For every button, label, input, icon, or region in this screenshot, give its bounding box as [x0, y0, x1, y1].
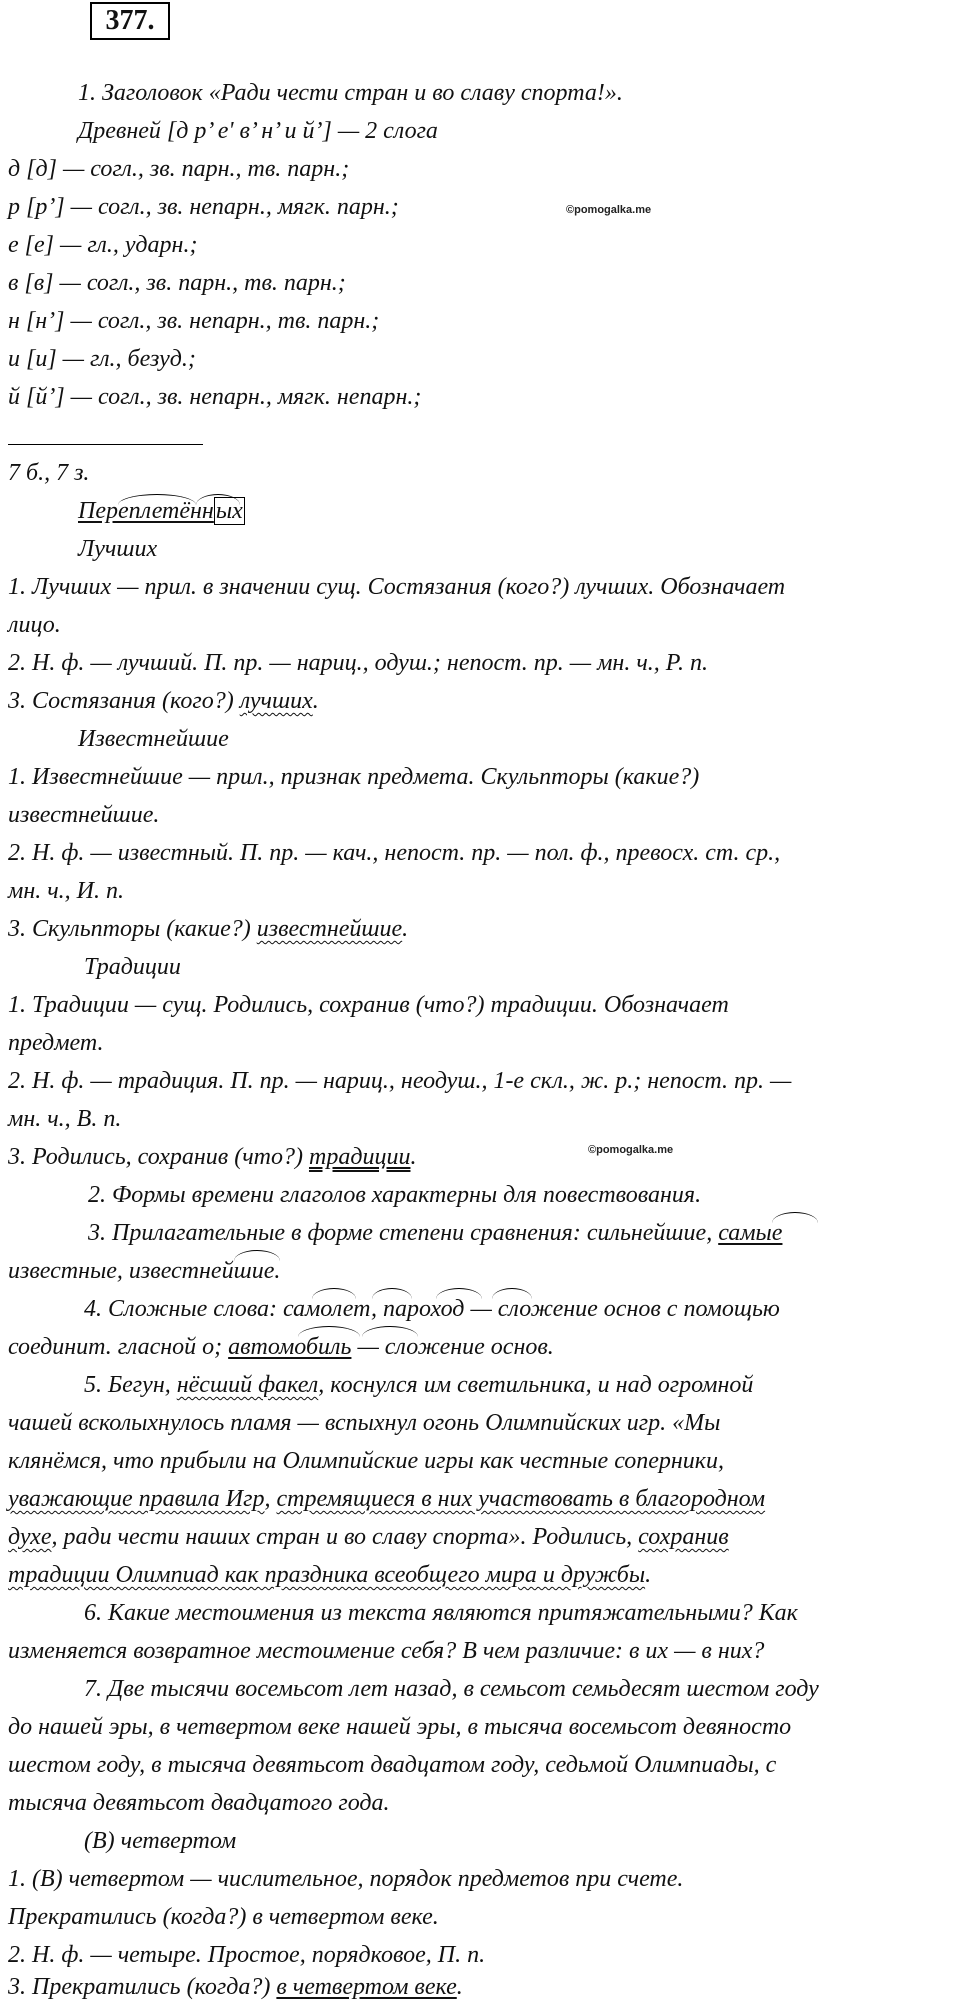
underlined-word: самые — [718, 1220, 783, 1246]
underlined-word: традиции — [308, 1144, 411, 1170]
text-line: д [д] — согл., зв. парн., тв. парн.; — [8, 156, 350, 182]
text-line — [8, 1142, 952, 1172]
text-span: . — [410, 1144, 417, 1170]
suffix-arc — [234, 1250, 280, 1261]
watermark: ©pomogalka.me — [588, 1144, 674, 1156]
underlined-phrase: в четвертом веке — [276, 1974, 457, 2000]
divider — [8, 444, 203, 445]
text-line: (В) четвертом — [84, 1828, 237, 1854]
root-arc — [312, 1288, 356, 1299]
text-span: 3. Родились, сохранив (что?) — [8, 1144, 309, 1170]
text-line: и [и] — гл., безуд.; — [8, 346, 196, 372]
text-line: 1. Лучших — прил. в значении сущ. Состязания (кого?) лучших. Обозначает — [8, 574, 786, 600]
text-line: тысяча девятьсот двадцатого года. — [8, 1790, 390, 1816]
text-line: Лучших — [78, 536, 158, 562]
text-line: 2. Формы времени глаголов характерны для повествования. — [88, 1182, 702, 1208]
text-line: клянёмся, что прибыли на Олимпийские игры как честные соперники, — [8, 1448, 725, 1474]
text-span: 3. Прекратились (когда?) — [8, 1974, 277, 2000]
text-line — [8, 1332, 952, 1362]
text-span: , ради чести наших стран и во славу спорта». Родились, — [51, 1524, 639, 1550]
underlined-phrase: стремящиеся в них участвовать в благородном — [276, 1486, 766, 1512]
underlined-phrase: уважающие правила Игр — [8, 1486, 265, 1512]
root-arc — [436, 1288, 482, 1299]
text-span: соединит. гласной о; — [8, 1334, 229, 1360]
text-line: в [в] — согл., зв. парн., тв. парн.; — [8, 270, 346, 296]
text-line: й [й’] — согл., зв. непарн., мягк. непарн.; — [8, 384, 422, 410]
text-line: 6. Какие местоимения из текста являются притяжательными? Как — [84, 1600, 798, 1626]
text-span: 3. Скульпторы (какие?) — [8, 916, 257, 942]
text-line: предмет. — [8, 1030, 104, 1056]
text-line — [8, 1560, 952, 1590]
text-line: изменяется возвратное местоимение себя? В чем различие: в их — в них? — [8, 1638, 765, 1664]
underlined-phrase: традиции Олимпиад как праздника всеобщего мира и дружбы — [8, 1562, 646, 1588]
text-line: 1. Традиции — сущ. Родились, сохранив (что?) традиции. Обозначает — [8, 992, 729, 1018]
text-span: . — [312, 688, 319, 714]
text-span: — сложение основ. — [351, 1334, 554, 1360]
suffix-arc — [772, 1212, 818, 1223]
text-line: 4. Сложные слова: самолет, пароход — сложение основ с помощью — [84, 1296, 780, 1322]
text-line — [88, 1218, 952, 1248]
text-line: известнейшие. — [8, 802, 160, 828]
text-line: лицо. — [8, 612, 61, 638]
text-line: 2. Н. ф. — известный. П. пр. — кач., непост. пр. — пол. ф., превосх. ст. ср., — [8, 840, 781, 866]
text-line: мн. ч., И. п. — [8, 878, 125, 904]
text-line — [8, 1484, 952, 1514]
text-line: 7. Две тысячи восемьсот лет назад, в семьсот семьдесят шестом году — [84, 1676, 819, 1702]
text-line: е [е] — гл., ударн.; — [8, 232, 198, 258]
text-line: 2. Н. ф. — традиция. П. пр. — нариц., неодуш., 1-е скл., ж. р.; непост. пр. — — [8, 1068, 792, 1094]
text-line — [8, 686, 952, 716]
text-span: 5. Бегун, — [84, 1372, 177, 1398]
text-span: 3. Состязания (кого?) — [8, 688, 240, 714]
text-line: до нашей эры, в четвертом веке нашей эры, в тысяча восемьсот девяносто — [8, 1714, 792, 1740]
underlined-word: лучших — [239, 688, 313, 714]
text-span: , — [264, 1486, 277, 1512]
root-arc — [492, 1288, 532, 1299]
text-line — [84, 1370, 952, 1400]
text-line: 2. Н. ф. — четыре. Простое, порядковое, П. п. — [8, 1942, 486, 1968]
root-arc — [362, 1326, 418, 1337]
underlined-word: известнейшие — [256, 916, 403, 942]
text-line — [8, 1972, 952, 2002]
text-line — [8, 914, 952, 944]
text-span: 3. Прилагательные в форме степени сравнения: сильнейшие, — [88, 1220, 719, 1246]
text-line: известные, известнейшие. — [8, 1258, 281, 1284]
watermark: ©pomogalka.me — [566, 204, 652, 216]
text-line: шестом году, в тысяча девятьсот двадцатом году, седьмой Олимпиады, с — [8, 1752, 777, 1778]
word-root: Переплетённ — [78, 498, 214, 524]
text-line: Древней [д р’ е' в’ н’ и й’] — 2 слога — [78, 118, 438, 144]
root-arc — [372, 1288, 412, 1299]
underlined-word: автомобиль — [228, 1334, 352, 1360]
text-line: мн. ч., В. п. — [8, 1106, 122, 1132]
underlined-phrase: духе — [8, 1524, 52, 1550]
text-line: н [н’] — согл., зв. непарн., тв. парн.; — [8, 308, 380, 334]
exercise-number: 377. — [90, 2, 170, 40]
text-line: 1. (В) четвертом — числительное, порядок предметов при счете. — [8, 1866, 684, 1892]
text-line: чашей всколыхнулось пламя — вспыхнул огонь Олимпийских игр. «Мы — [8, 1410, 721, 1436]
word-ending: ых — [215, 498, 243, 524]
text-line: 7 б., 7 з. — [8, 460, 90, 486]
text-line: р [р’] — согл., зв. непарн., мягк. парн.; — [8, 194, 399, 220]
text-line: 2. Н. ф. — лучший. П. пр. — нариц., одуш.; непост. пр. — мн. ч., Р. п. — [8, 650, 709, 676]
text-span: . — [645, 1562, 652, 1588]
text-line: Прекратились (когда?) в четвертом веке. — [8, 1904, 439, 1930]
text-line: 1. Заголовок «Ради чести стран и во славу спорта!». — [78, 80, 623, 106]
underlined-phrase: нёсший факел — [176, 1372, 319, 1398]
text-span: , коснулся им светильника, и над огромной — [318, 1372, 754, 1398]
root-arc — [298, 1326, 360, 1337]
text-line: Известнейшие — [78, 726, 229, 752]
text-line — [8, 1522, 952, 1552]
text-line: 1. Известнейшие — прил., признак предмета. Скульпторы (какие?) — [8, 764, 700, 790]
text-line: Традиции — [84, 954, 181, 980]
text-span: . — [402, 916, 409, 942]
text-span: . — [456, 1974, 463, 2000]
underlined-phrase: сохранив — [638, 1524, 729, 1550]
